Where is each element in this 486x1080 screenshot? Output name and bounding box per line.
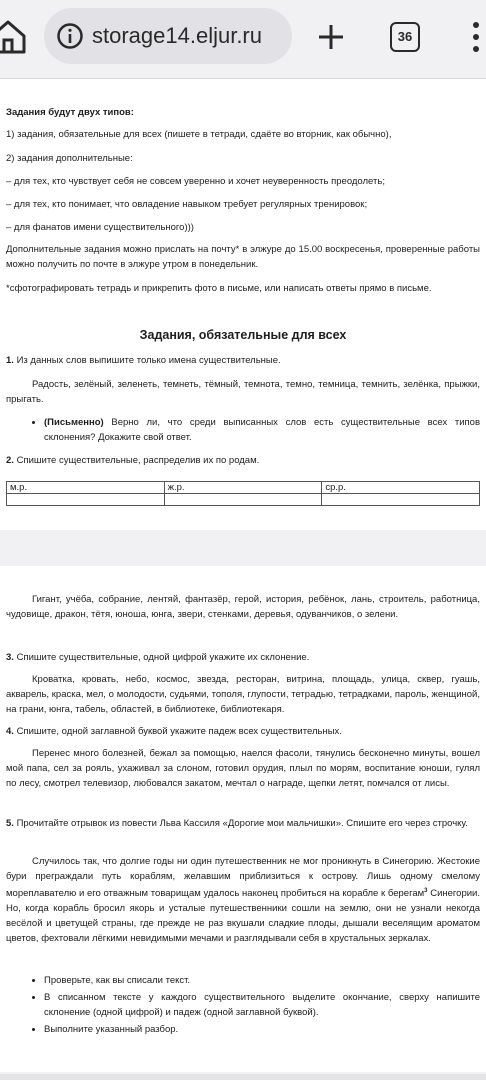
task-4-number: 4. <box>6 726 14 737</box>
section-title: Задания, обязательные для всех <box>139 328 347 342</box>
table-header-feminine: ж.р. <box>164 482 322 494</box>
document-page-1 <box>0 78 486 530</box>
task-4 <box>6 724 480 739</box>
task-1-bullets <box>6 415 480 447</box>
site-info-icon[interactable] <box>56 22 84 50</box>
task-5-number: 5. <box>6 818 14 829</box>
browser-toolbar <box>0 0 486 76</box>
task-5-text: Прочитайте отрывок из повести Льва Кассиля «Дорогие мои мальчишки». Спишите его через строчку. <box>16 818 468 829</box>
task-5-bullets <box>6 973 480 1039</box>
task-1-words: Радость, зелёный, зеленеть, темнеть, тёмный, темнота, темно, темница, темнить, зелёнка, прыжки, прыгать. <box>6 379 480 405</box>
task-1-number: 1. <box>6 355 14 366</box>
task-5-bullet-check: • Проверьте, как вы списали текст. <box>44 973 480 988</box>
table-cell <box>322 494 480 506</box>
page-bottom-edge <box>0 1074 486 1080</box>
url-text[interactable]: storage14.eljur.ru <box>92 23 262 48</box>
task-1 <box>6 353 480 368</box>
task-type-2: 2) задания дополнительные: <box>6 153 133 164</box>
task-1-text: Из данных слов выпишите только имена существительные. <box>16 355 281 366</box>
task-3-words: Кроватка, кровать, небо, космос, звезда, ресторан, витрина, площадь, улица, сквер, гуашь, акварель, краска, мел, о молодости, судьями, тополя, глупости, тетрадью, тетрадками, пароль, женщиной, на грани, юнга, табель, областей, в библиотеке, библиотекаря. <box>6 674 480 715</box>
more-menu-icon[interactable] <box>466 20 486 54</box>
extra-for-training: – для тех, кто понимает, что овладение навыком требует регулярных тренировок; <box>6 199 368 210</box>
address-bar[interactable] <box>44 8 292 64</box>
task-1-bullet <box>44 415 480 445</box>
task-5 <box>6 816 480 831</box>
extra-for-fans: – для фанатов имени существительного))) <box>6 222 194 233</box>
footnote: *сфотографировать тетрадь и прикрепить фото в письме, или написать ответы прямо в письме. <box>6 283 432 294</box>
story-footnote-mark: 3 <box>424 888 428 894</box>
story-part-1: Случилось так, что долгие годы ни один путешественник не мог проникнуть в Синегорию. Жестокие бури преграждали путь кораблям, желавшим приблизиться к острову. Лишь одному смелому мореплавателю и его отважным товарищам удалось наконец пробиться на корабле к берегам <box>6 856 480 900</box>
table-header-neuter: ср.р. <box>322 482 480 494</box>
task-1-bullet-bold: (Письменно) <box>44 417 104 428</box>
home-icon[interactable] <box>0 18 26 56</box>
task-3-number: 3. <box>6 652 14 663</box>
task-type-1: 1) задания, обязательные для всех (пишете в тетради, сдаёте во вторник, как обычно), <box>6 129 392 140</box>
task-4-text: Спишите, одной заглавной буквой укажите падеж всех существительных. <box>16 726 342 737</box>
task-1-bullet-text: Верно ли, что среди выписанных слов есть существительные всех типов склонения? Докажите свой ответ. <box>44 417 480 443</box>
task-2-text: Спишите существительные, распределив их по родам. <box>16 455 260 466</box>
extra-for-unsure: – для тех, кто чувствует себя не совсем уверенно и хочет неуверенность преодолеть; <box>6 176 385 187</box>
task-3-text: Спишите существительные, одной цифрой укажите их склонение. <box>16 652 310 663</box>
task-5-bullet-mark: • В списанном тексте у каждого существительного выделите окончание, сверху напишите склонение (одной цифрой) и падеж (одной заглавной буквой). <box>44 990 480 1020</box>
task-2-number: 2. <box>6 455 14 466</box>
table-header-masculine: м.р. <box>7 482 165 494</box>
words-list: Гигант, учёба, собрание, лентяй, фантазёр, герой, история, ребёнок, лань, строитель, работница, чудовище, дракон, тётя, юноша, юнга, звери, стенками, деревья, одуванчиков, о зелени. <box>6 594 480 620</box>
document-page-2 <box>0 566 486 1072</box>
extra-tasks-info: Дополнительные задания можно прислать на почту* в элжуре до 15.00 воскресенья, проверенные работы можно получить по почте в элжуре утром в понедельник. <box>6 244 480 270</box>
new-tab-icon[interactable] <box>316 22 346 52</box>
table-cell <box>7 494 165 506</box>
task-types-heading: Задания будут двух типов: <box>6 107 134 118</box>
task-4-text-block: Перенес много болезней, бежал за помощью, наелся фасоли, тянулись бесконечно минуты, вошел мой папа, сел за рояль, ухаживал за слоном, готовил орудия, плыл по морям, воспитание юноши, гулял по лесу, смотрел телевизор, любовался закатом, мечтал о награде, щепки летят, помчался от лисы. <box>6 748 480 789</box>
story-part-2: Синегории. Но, когда корабль бросил якорь и усталые путешественники сошли на землю, они не узнали некогда весёлой и цветущей страны, где прежде не раз вкушали сладкие плоды, дышали веселящим ароматом цветов, фехтовали лёгкими невидимыми мечами и разглядывали себя в хрустальных зеркалах. <box>6 888 480 945</box>
story-excerpt <box>6 854 480 946</box>
tab-switcher-button[interactable]: 36 <box>390 22 420 52</box>
task-5-bullet-parse: • Выполните указанный разбор. <box>44 1022 480 1037</box>
table-cell <box>164 494 322 506</box>
task-2 <box>6 453 480 468</box>
gender-table <box>6 481 480 506</box>
task-3 <box>6 650 480 665</box>
